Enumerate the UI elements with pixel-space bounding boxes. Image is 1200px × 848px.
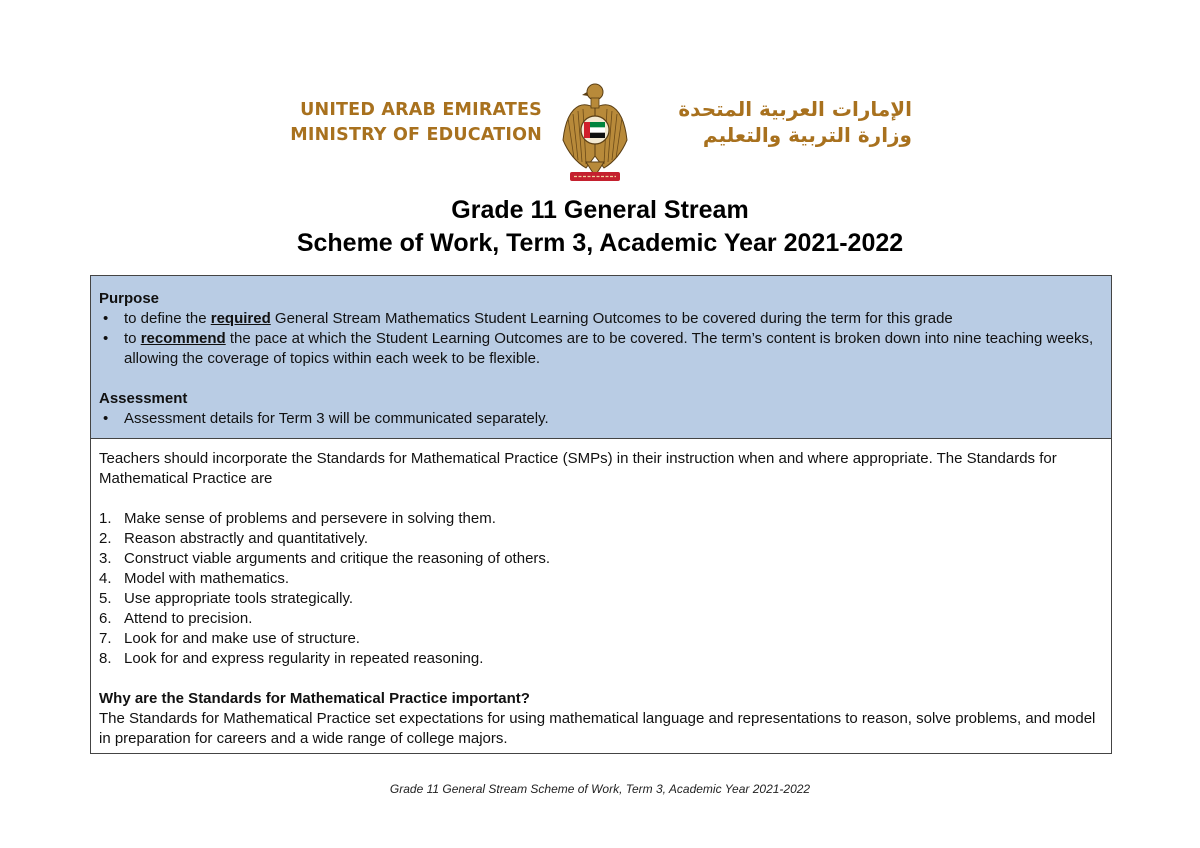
purpose-item-1-pre: to define the [124,310,211,327]
smp-item [99,549,1103,569]
emphasis-required: required [210,310,271,327]
smp-item-text: Make sense of problems and persevere in solving them. [124,510,496,527]
smp-item-number: 3. [99,550,112,567]
smp-item-number: 2. [99,530,112,547]
smp-item [99,529,1103,549]
org-en-line1: UNITED ARAB EMIRATES [300,100,542,120]
purpose-item-2-pre: to [124,330,141,347]
smp-item [99,609,1103,629]
purpose-assessment-box [90,275,1112,439]
purpose-item-1 [99,309,1103,329]
smp-item [99,629,1103,649]
smp-item-text: Look for and make use of structure. [124,630,360,647]
purpose-item-1-post: General Stream Mathematics Student Learning Outcomes to be covered during the term for this grade [270,310,953,327]
purpose-heading: Purpose [99,290,160,307]
smp-importance-text: The Standards for Mathematical Practice set expectations for using mathematical language and representations to reason, solve problems, and model in preparation for careers and a wide range of college majors. [99,710,1096,747]
purpose-item-2-post: the pace at which the Student Learning Outcomes are to be covered. The term’s content is broken down into nine teaching weeks, allowing the coverage of topics within each week to be flexible. [124,330,1094,367]
purpose-item-2 [99,329,1103,369]
smp-item-number: 8. [99,650,112,667]
org-ar-line1: الإمارات العربية المتحدة [678,97,912,121]
assessment-item-1: • Assessment details for Term 3 will be communicated separately. [99,409,1103,429]
document-header [0,78,1200,188]
uae-emblem-icon [560,78,630,184]
smp-intro: Teachers should incorporate the Standards for Mathematical Practice (SMPs) in their instruction when and where appropriate. The Standards for Mathematical Practice are [99,450,1057,487]
emphasis-recommend: recommend [140,330,226,347]
title-line1: Grade 11 General Stream [451,196,749,224]
smp-item-text: Attend to precision. [124,610,253,627]
smp-item [99,589,1103,609]
smp-importance-heading: Why are the Standards for Mathematical Practice important? [99,690,530,707]
ministry-name-arabic [662,96,912,148]
org-ar-line2: وزارة التربية والتعليم [702,123,912,147]
smp-box [90,438,1112,754]
smp-item [99,509,1103,529]
smp-item-number: 6. [99,610,112,627]
smp-item-number: 1. [99,510,112,527]
smp-item [99,649,1103,669]
org-en-line2: MINISTRY OF EDUCATION [290,125,542,145]
smp-item-number: 7. [99,630,112,647]
smp-item [99,569,1103,589]
smp-item-text: Model with mathematics. [124,570,290,587]
smp-item-text: Construct viable arguments and critique the reasoning of others. [124,550,551,567]
purpose-list [99,309,1103,369]
ministry-name-english [290,98,542,148]
document-title [0,194,1200,260]
smp-item-number: 5. [99,590,112,607]
smp-item-text: Look for and express regularity in repeated reasoning. [124,650,484,667]
smp-item-number: 4. [99,570,112,587]
smp-item-text: Use appropriate tools strategically. [124,590,353,607]
title-line2: Scheme of Work, Term 3, Academic Year 2021-2022 [296,229,904,257]
page-footer: Grade 11 General Stream Scheme of Work, Term 3, Academic Year 2021-2022 [389,782,811,796]
assessment-list [99,409,1103,429]
smp-list [99,509,1103,669]
assessment-heading: Assessment [99,390,188,407]
smp-item-text: Reason abstractly and quantitatively. [124,530,369,547]
